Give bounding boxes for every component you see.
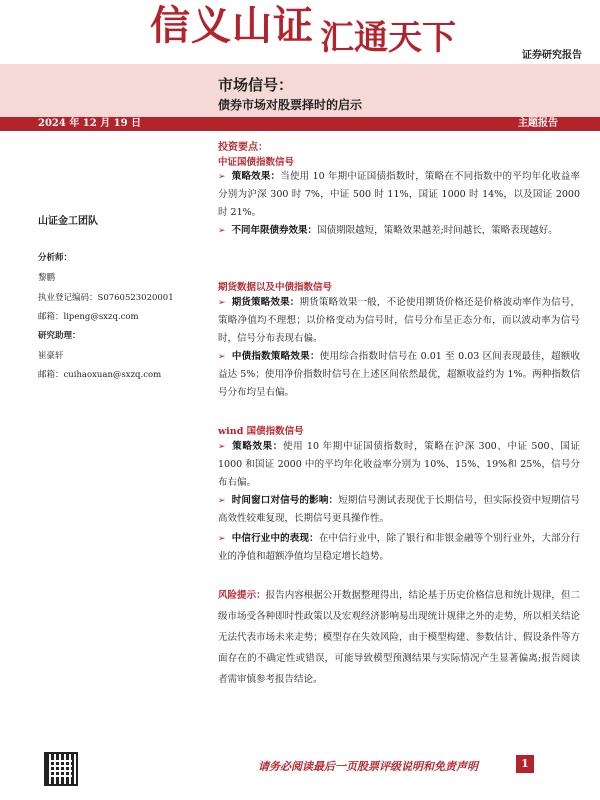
section-title-csi-bond: 中证国债指数信号 [218,157,295,168]
key-points-heading: 投资要点： [218,142,268,153]
risk-text: 报告内容根据公开数据整理得出，结论基于历史价格信息和统计规律，但二级市场受各种即时性政策以及宏观经济影响易出现统计规律之外的走势，所以相关结论无法代表市场未来走势；模型存在失效风险，由于模型构建、参数估计、假设条件等方面存在的不确定性或错误，可能导致模型预测结果与实际情况产生显著偏离;报告阅读者需审慎参考报告结论。 [218,590,580,685]
brand-slogan-left: 信义山证 [150,3,314,49]
analyst-email[interactable]: 邮箱：lipeng@sxzq.com [38,312,139,322]
arrow-bullet-icon: ➢ [218,352,226,362]
bullet-lead: 期货策略效果： [231,297,300,308]
bullet-text: 使用综合指数时信号在 0.01 至 0.03 区间表现最佳，超额收益达 5%；使用净价指数时信号在上述区间依然最优，超额收益约为 1%。两种指数信号分布均呈右偏。 [218,351,580,398]
qr-code-icon [44,752,78,786]
bullet-paragraph [218,438,580,492]
arrow-bullet-icon: ➢ [218,172,226,182]
report-kind-label: 证券研究报告 [522,50,582,61]
report-type: 主题报告 [518,118,558,129]
assistant-email[interactable]: 邮箱：cuihaoxuan@sxzq.com [38,370,162,380]
arrow-bullet-icon: ➢ [218,496,226,506]
bullet-lead: 中信行业中的表现： [231,533,319,544]
section-title-futures: 期货数据以及中债指数信号 [218,282,333,293]
bullet-lead: 策略效果： [231,171,281,182]
risk-label: 风险提示： [218,590,266,601]
bullet-text: 使用 10 年期中证国债指数时，策略在沪深 300、中证 500、国证 1000 和国证 2000 中的平均年化收益率分别为 10%、15%、19%和 25%，信号分布右偏。 [218,441,580,488]
analyst-label: 分析师： [38,253,73,263]
assistant-name: 崔豪轩 [38,351,64,361]
bullet-paragraph [218,168,580,222]
bullet-paragraph [218,530,580,566]
team-name: 山证金工团队 [38,216,98,227]
analyst-name: 黎鹏 [38,273,56,283]
bullet-text: 短期信号测试表现优于长期信号，但实际投资中短期信号高效性较难复现，长期信号更具操作性。 [218,495,580,524]
arrow-bullet-icon: ➢ [218,226,226,236]
brand-slogan-right: 汇通天下 [320,18,456,58]
page-title: 市场信号： [218,76,294,94]
bullet-paragraph [218,492,580,528]
arrow-bullet-icon: ➢ [218,298,226,308]
bullet-lead: 策略效果： [231,441,283,452]
bullet-text: 期货策略效果一般，不论使用期货价格还是价格波动率作为信号，策略净值均不理想；以价格变动为信号时，信号分布呈正态分布，而以波动率为信号时，信号分布表现右偏。 [218,297,580,344]
bullet-paragraph [218,348,580,402]
bullet-text: 在中信行业中，除了银行和非银金融等个别行业外，大部分行业的净值和超额净值均呈稳定增长趋势。 [218,533,580,562]
report-date: 2024 年 12 月 19 日 [38,118,142,129]
top-banner [0,0,600,62]
risk-disclosure [218,585,580,690]
bullet-paragraph [218,222,580,240]
page-subtitle: 债券市场对股票择时的启示 [218,98,363,112]
section-title-wind: wind 国债指数信号 [218,426,304,437]
arrow-bullet-icon: ➢ [218,442,226,452]
bullet-text: 当使用 10 年期中证国债指数时，策略在不同指数中的平均年化收益率分别为沪深 300 时 7%，中证 500 时 11%，国证 1000 时 14%，以及国证 2000 时 21%。 [218,171,580,218]
bullet-text: 国债期限越短，策略效果越差;时间越长，策略表现越好。 [317,225,558,236]
bullet-lead: 不同年限债券效果： [231,225,318,236]
analyst-license: 执业登记编码：S0760523020001 [38,293,174,303]
bullet-lead: 时间窗口对信号的影响： [231,495,339,506]
page-number: 1 [516,755,534,773]
bullet-lead: 中债指数策略效果： [231,351,320,362]
arrow-bullet-icon: ➢ [218,534,226,544]
assistant-label: 研究助理： [38,331,81,341]
bullet-paragraph [218,294,580,348]
disclaimer-note: 请务必阅读最后一页股票评级说明和免责声明 [258,760,478,773]
